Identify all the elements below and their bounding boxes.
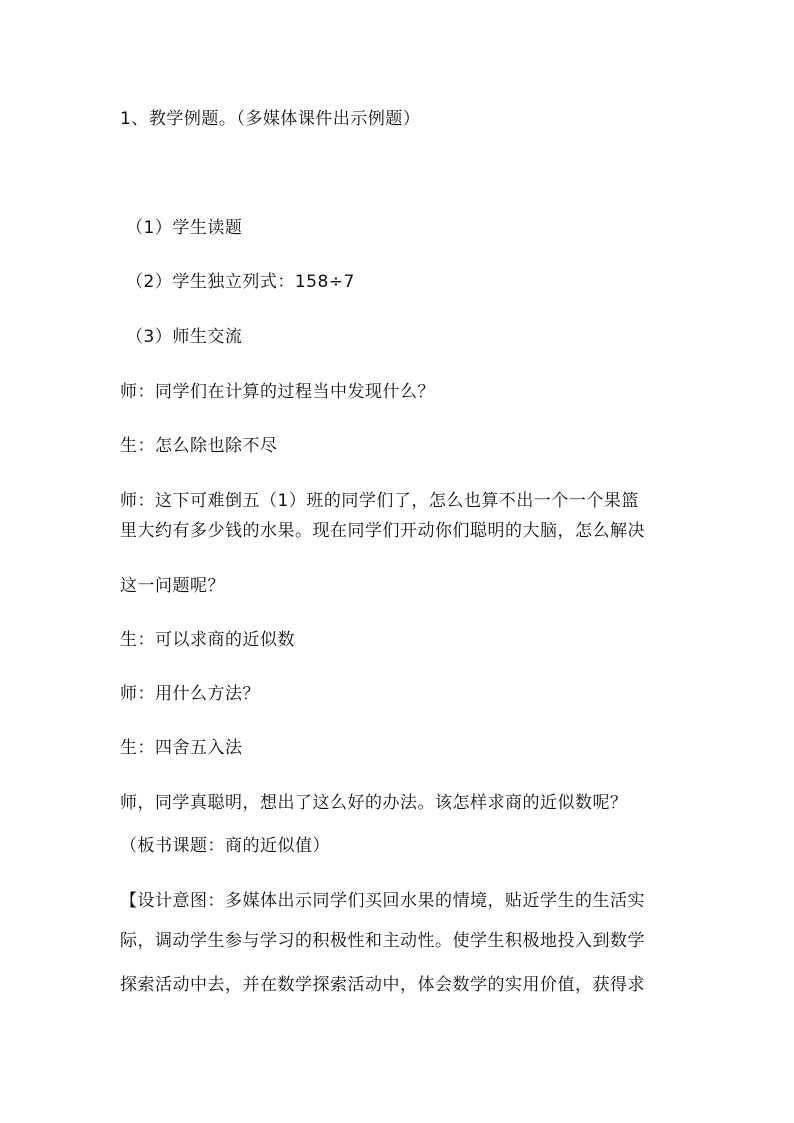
design-intent-line: 探索活动中去，并在数学探索活动中，体会数学的实用价值，获得求: [120, 975, 645, 995]
dialogue-line: 师：同学们在计算的过程当中发现什么？: [120, 382, 435, 402]
step-1: （1）学生读题: [126, 218, 243, 238]
dialogue-line: 生：四舍五入法: [120, 738, 243, 758]
step-3: （3）师生交流: [126, 327, 243, 347]
dialogue-line: 这一问题呢？: [120, 576, 225, 596]
design-intent-line: 际，调动学生参与学习的积极性和主动性。使学生积极地投入到数学: [120, 931, 645, 951]
step-2: （2）学生独立列式：158÷7: [126, 272, 355, 292]
dialogue-line: 师，同学真聪明，想出了这么好的办法。该怎样求商的近似数呢？: [120, 793, 628, 813]
design-intent-line: 【设计意图：多媒体出示同学们买回水果的情境，贴近学生的生活实: [120, 891, 645, 911]
section-heading: 1、教学例题。（多媒体课件出示例题）: [120, 109, 421, 129]
dialogue-line: 里大约有多少钱的水果。现在同学们开动你们聪明的大脑，怎么解决: [120, 521, 645, 541]
dialogue-line: 师：这下可难倒五（1）班的同学们了，怎么也算不出一个一个果篮: [120, 491, 639, 511]
dialogue-line: 生：可以求商的近似数: [120, 630, 295, 650]
dialogue-line: （板书课题：商的近似值）: [120, 836, 330, 856]
dialogue-line: 师：用什么方法？: [120, 684, 260, 704]
dialogue-line: 生：怎么除也除不尽: [120, 436, 278, 456]
